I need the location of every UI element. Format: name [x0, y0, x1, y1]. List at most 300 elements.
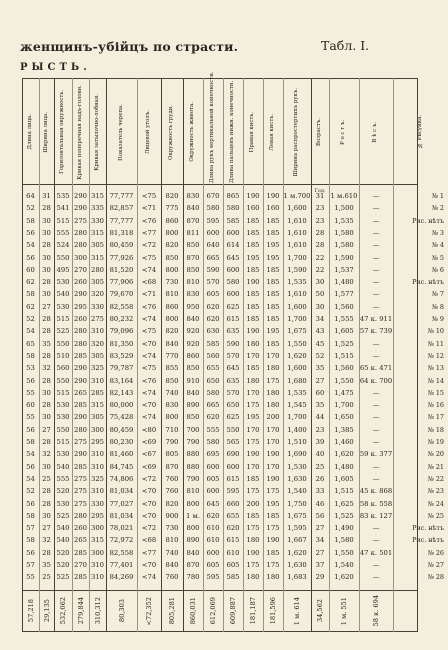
table-cell: 770	[165, 351, 179, 360]
total-value: 310,312	[93, 597, 102, 625]
table-cell: 580	[206, 438, 220, 446]
table-cell: 800	[186, 524, 200, 533]
table-cell: 1,700	[287, 413, 307, 422]
table-cell: 790	[186, 474, 200, 483]
table-cell: 1,525	[334, 339, 354, 348]
table-cell: 610	[206, 536, 220, 545]
table-cell: 84,269	[109, 573, 134, 582]
table-cell: 79,096	[109, 327, 134, 336]
table-cell: 270	[74, 265, 87, 274]
table-cell: —	[372, 302, 380, 311]
column-header-head_length	[22, 80, 39, 184]
table-cell: 81,318	[109, 228, 134, 237]
table-cell: 890	[186, 401, 200, 410]
table-cell: 520	[56, 548, 70, 557]
table-cell: 600	[206, 228, 220, 237]
total-cell	[263, 592, 283, 630]
table-cell: 590	[206, 265, 220, 274]
table-cell: 39	[315, 438, 325, 446]
table-cell: 1,530	[287, 462, 307, 471]
table-cell: 45	[315, 339, 325, 348]
table-cell: 1,537	[334, 265, 354, 274]
table-cell: 610	[226, 548, 240, 557]
table-cell: № 10	[427, 327, 444, 336]
table-cell: 280	[91, 265, 104, 274]
table-cell: 920	[186, 339, 200, 348]
table-cell: 515	[56, 388, 70, 397]
table-cell: 605	[206, 474, 220, 483]
table-cell: № 26	[427, 548, 444, 557]
total-cell	[137, 592, 161, 630]
table-cell: 32	[42, 536, 51, 545]
table-cell: 1,620	[287, 548, 307, 557]
table-cell: 56	[26, 253, 35, 262]
table-cell: 185	[266, 216, 280, 225]
table-cell: 300	[91, 524, 104, 533]
table-cell: 78,021	[109, 524, 134, 533]
table-cell: 83 к. 127	[359, 511, 393, 520]
table-cell: 300	[91, 425, 104, 434]
table-cell: 330	[91, 499, 104, 508]
table-cell: 760	[165, 573, 179, 582]
table-cell: № 27	[427, 561, 444, 569]
table-cell: 54	[26, 241, 35, 250]
table-cell: 45 к. 868	[359, 487, 393, 496]
table-cell: 59 к. 377	[359, 450, 393, 459]
table-cell: 700	[186, 425, 200, 434]
table-cell: 81,034	[109, 511, 134, 520]
table-cell: 47 к. 501	[359, 548, 393, 557]
table-cell: 175	[246, 438, 260, 446]
table-cell: 195	[246, 413, 260, 422]
table-cell: 82,558	[109, 548, 134, 557]
table-cell: 555	[56, 228, 70, 237]
table-cell: 55	[26, 413, 35, 422]
table-cell: 1,667	[287, 536, 307, 545]
table-cell: 1,610	[287, 228, 307, 237]
total-cell	[329, 592, 359, 630]
total-cell	[183, 592, 203, 630]
table-cell: 54	[26, 327, 35, 336]
table-cell: 28	[42, 499, 51, 508]
table-cell: 280	[74, 425, 87, 434]
table-cell: 305	[91, 351, 104, 360]
table-cell: 600	[226, 265, 240, 274]
total-value: 279,844	[76, 597, 85, 625]
total-cell	[161, 592, 183, 630]
table-cell: 605	[206, 561, 220, 569]
table-cell: 865	[226, 192, 240, 200]
total-value: 58 к. 694	[372, 595, 380, 627]
table-cell: 80,000	[109, 401, 134, 410]
table-cell: 160	[266, 204, 280, 213]
table-cell: 23	[315, 204, 325, 213]
column-header-weight	[359, 80, 393, 184]
table-cell: 58	[26, 438, 35, 446]
table-cell: 30	[315, 302, 325, 311]
table-cell: 82,143	[109, 388, 134, 397]
table-cell: 515	[56, 438, 70, 446]
total-value: 181,596	[269, 597, 277, 625]
table-cell: 170	[246, 425, 260, 434]
table-cell: 335	[91, 204, 104, 213]
table-cell: <74	[141, 351, 157, 360]
table-cell: 35	[42, 561, 51, 569]
table-cell: № 24	[427, 499, 444, 508]
table-cell: 614	[226, 241, 240, 250]
table-number: Табл. I.	[321, 38, 370, 53]
table-cell: 77,027	[109, 499, 134, 508]
table-cell: 275	[74, 474, 87, 483]
table-cell: —	[372, 388, 380, 397]
table-cell: 850	[186, 413, 200, 422]
table-subtitle: РЫСТЬ.	[20, 62, 91, 73]
table-cell: 29	[315, 573, 325, 582]
table-cell: 640	[206, 241, 220, 250]
table-cell: 185	[246, 241, 260, 250]
table-cell: № 8	[431, 302, 444, 311]
table-cell: <72	[141, 474, 157, 483]
table-cell: 1,605	[334, 327, 354, 336]
table-cell: 550	[56, 253, 70, 262]
column-header-label: Левая кисть.	[269, 113, 276, 151]
table-cell: 300	[74, 253, 87, 262]
table-cell: —	[372, 401, 380, 410]
table-cell: 28	[42, 204, 51, 213]
table-cell: 28	[42, 376, 51, 385]
age-unit-label: Год.	[314, 188, 326, 194]
table-cell: 840	[186, 388, 200, 397]
table-cell: 780	[186, 573, 200, 582]
table-cell: <74	[141, 413, 157, 422]
total-cell	[39, 592, 54, 630]
table-cell: 28	[315, 241, 325, 250]
table-cell: 775	[165, 204, 179, 213]
table-cell: № 28	[427, 573, 444, 582]
table-cell: № 5	[431, 253, 444, 262]
table-cell: 160	[246, 204, 260, 213]
table-cell: 65	[26, 339, 35, 348]
table-cell: 1,535	[334, 216, 354, 225]
table-cell: 290	[74, 290, 87, 299]
table-cell: 295	[91, 438, 104, 446]
table-cell: <77	[141, 548, 157, 557]
table-cell: 630	[206, 327, 220, 336]
table-cell: 820	[165, 327, 179, 336]
table-cell: 1,610	[287, 290, 307, 299]
table-cell: <74	[141, 573, 157, 582]
table-cell: <69	[141, 462, 157, 471]
table-cell: 1,600	[287, 364, 307, 373]
table-cell: 540	[56, 290, 70, 299]
table-cell: 650	[226, 401, 240, 410]
column-header-label: № Рисунка.	[416, 115, 423, 149]
table-cell: 79,670	[109, 290, 134, 299]
table-cell: № 4	[431, 241, 444, 250]
table-cell: 170	[246, 462, 260, 471]
table-cell: 25	[42, 474, 51, 483]
table-cell: 285	[74, 401, 87, 410]
table-cell: 275	[74, 216, 87, 225]
table-cell: 600	[206, 487, 220, 496]
table-cell: 1,690	[287, 450, 307, 459]
table-cell: 31	[315, 192, 325, 200]
total-value: 181,187	[249, 597, 257, 625]
table-cell: 330	[91, 216, 104, 225]
table-cell: 645	[226, 364, 240, 373]
table-cell: 310	[91, 327, 104, 336]
table-cell: 23	[315, 216, 325, 225]
table-cell: 60	[315, 388, 325, 397]
table-cell: 1,605	[334, 474, 354, 483]
table-cell: № 1	[431, 192, 444, 200]
table-cell: 260	[74, 524, 87, 533]
table-cell: 605	[226, 561, 240, 569]
table-cell: 180	[246, 376, 260, 385]
table-cell: 625	[226, 302, 240, 311]
table-cell: 740	[165, 388, 179, 397]
table-cell: 185	[246, 364, 260, 373]
table-cell: 175	[246, 561, 260, 569]
table-cell: 175	[266, 561, 280, 569]
table-cell: 541	[56, 204, 70, 213]
table-cell: 1,480	[334, 278, 354, 287]
table-cell: 840	[165, 561, 179, 569]
table-cell: 1,535	[287, 278, 307, 287]
table-cell: 285	[74, 573, 87, 582]
table-cell: <71	[141, 290, 157, 299]
table-cell: 58	[26, 351, 35, 360]
table-cell: —	[372, 536, 380, 545]
table-cell: <75	[141, 364, 157, 373]
table-cell: 290	[74, 364, 87, 373]
table-cell: 190	[246, 327, 260, 336]
table-cell: 170	[266, 438, 280, 446]
table-cell: 920	[186, 327, 200, 336]
table-cell: 690	[226, 450, 240, 459]
table-cell: —	[372, 192, 380, 200]
table-cell: —	[372, 438, 380, 446]
table-cell: 180	[266, 364, 280, 373]
table-cell: 56	[26, 462, 35, 471]
table-cell: 185	[266, 339, 280, 348]
table-cell: № 16	[427, 401, 444, 410]
table-cell: 1,595	[287, 524, 307, 533]
table-cell: 290	[74, 376, 87, 385]
table-cell: 28	[42, 548, 51, 557]
table-cell: 28	[42, 438, 51, 446]
table-cell: 170	[266, 462, 280, 471]
table-cell: 47 к. 911	[359, 315, 393, 323]
table-cell: 790	[165, 438, 179, 446]
column-header-curve_sag	[89, 80, 106, 184]
table-cell: 31	[42, 192, 51, 200]
table-cell: 1,600	[287, 204, 307, 213]
table-cell: 82,857	[109, 204, 134, 213]
column-header-label: Горизонтальная окружность.	[59, 90, 66, 174]
table-cell: 30	[42, 511, 51, 520]
table-cell: 1,515	[334, 351, 354, 360]
total-cell	[359, 592, 393, 630]
table-cell: 56	[26, 548, 35, 557]
table-cell: 530	[56, 302, 70, 311]
table-cell: 185	[266, 511, 280, 520]
table-cell: 595	[226, 487, 240, 496]
table-cell: 585	[226, 573, 240, 582]
table-cell: 520	[56, 561, 70, 569]
column-header-age	[311, 80, 329, 184]
table-cell: 185	[266, 302, 280, 311]
table-cell: 27	[42, 425, 51, 434]
table-cell: 22	[315, 253, 325, 262]
table-cell: 190	[266, 536, 280, 545]
table-cell: 185	[246, 302, 260, 311]
table-cell: 180	[266, 573, 280, 582]
total-value: 57,218	[26, 599, 35, 623]
table-cell: 295	[91, 511, 104, 520]
table-cell: 23	[315, 425, 325, 434]
table-cell: 1,683	[287, 573, 307, 582]
table-cell: 1,560	[334, 364, 354, 373]
table-cell: 310	[91, 462, 104, 471]
total-value: 1 м. 614	[293, 596, 301, 626]
table-cell: 695	[206, 450, 220, 459]
table-cell: 1,550	[334, 376, 354, 385]
table-cell: 74,806	[109, 474, 134, 483]
table-cell: —	[372, 278, 380, 287]
table-cell: 25	[42, 573, 51, 582]
table-cell: —	[372, 241, 380, 250]
total-value: 612,069	[209, 597, 217, 625]
table-cell: 595	[206, 216, 220, 225]
column-header-label: Лицевой уголъ.	[145, 109, 152, 155]
table-cell: 810	[186, 487, 200, 496]
table-cell: № 18	[427, 425, 444, 434]
table-cell: 580	[206, 388, 220, 397]
table-cell: 850	[186, 241, 200, 250]
table-cell: 185	[246, 265, 260, 274]
table-cell: 550	[226, 425, 240, 434]
table-cell: 1,630	[287, 561, 307, 569]
table-cell: 1,680	[287, 376, 307, 385]
table-cell: 285	[74, 351, 87, 360]
table-cell: <77	[141, 228, 157, 237]
column-header-head_width	[39, 80, 54, 184]
table-cell: 560	[56, 364, 70, 373]
table-cell: № 12	[427, 351, 444, 360]
table-cell: —	[372, 216, 380, 225]
table-cell: 515	[56, 216, 70, 225]
table-cell: 595	[206, 573, 220, 582]
table-cell: 27	[315, 548, 325, 557]
table-cell: 525	[56, 511, 70, 520]
table-cell: 850	[186, 364, 200, 373]
total-value: 805,281	[168, 597, 176, 625]
table-cell: 26	[315, 474, 325, 483]
table-cell: 800	[165, 265, 179, 274]
table-cell: 310	[91, 450, 104, 459]
table-cell: 275	[74, 438, 87, 446]
table-cell: 570	[206, 278, 220, 287]
table-cell: 840	[165, 339, 179, 348]
table-cell: <74	[141, 315, 157, 323]
table-cell: № 15	[427, 388, 444, 397]
table-cell: 840	[186, 548, 200, 557]
table-cell: 190	[266, 474, 280, 483]
column-header-label: Окружность живота.	[189, 102, 196, 162]
table-cell: 550	[56, 425, 70, 434]
table-cell: 600	[206, 462, 220, 471]
table-cell: № 2	[431, 204, 444, 213]
table-cell: 190	[266, 192, 280, 200]
table-cell: 1,540	[287, 487, 307, 496]
table-cell: 195	[246, 253, 260, 262]
column-header-right_hand	[243, 80, 263, 184]
table-cell: 600	[206, 548, 220, 557]
table-cell: 610	[206, 524, 220, 533]
total-value: 609,887	[229, 597, 237, 625]
table-cell: <70	[141, 487, 157, 496]
table-cell: 30	[42, 413, 51, 422]
table-cell: 535	[56, 192, 70, 200]
table-cell: —	[372, 425, 380, 434]
table-cell: № 3	[431, 228, 444, 237]
table-cell: <75	[141, 327, 157, 336]
table-cell: 1,535	[287, 388, 307, 397]
table-cell: 195	[266, 241, 280, 250]
table-cell: 510	[56, 351, 70, 360]
table-cell: 27	[315, 376, 325, 385]
table-cell: 58 к. 558	[359, 499, 393, 508]
table-cell: 645	[206, 499, 220, 508]
table-cell: 280	[74, 327, 87, 336]
table-cell: 77,777	[109, 216, 134, 225]
table-cell: 190	[246, 192, 260, 200]
table-cell: Рис. нѣтъ	[412, 216, 444, 225]
table-cell: 185	[246, 511, 260, 520]
table-cell: 280	[74, 228, 87, 237]
table-cell: 185	[266, 290, 280, 299]
table-cell: 730	[165, 278, 179, 287]
table-cell: 34	[315, 315, 325, 323]
table-cell: 81,034	[109, 487, 134, 496]
table-cell: 260	[74, 278, 87, 287]
table-cell: 195	[266, 253, 280, 262]
table-cell: 54	[26, 450, 35, 459]
column-header-label: Окружность груди.	[168, 104, 175, 160]
total-cell	[283, 592, 311, 630]
table-cell: 1,650	[334, 413, 354, 422]
table-cell: 590	[226, 339, 240, 348]
table-cell: —	[372, 474, 380, 483]
table-cell: —	[372, 339, 380, 348]
table-cell: 850	[165, 376, 179, 385]
table-cell: 1,620	[334, 573, 354, 582]
table-cell: 600	[226, 290, 240, 299]
table-cell: 950	[186, 302, 200, 311]
table-cell: 28	[42, 241, 51, 250]
column-header-label: Возрастъ.	[316, 118, 323, 146]
table-cell: 840	[186, 315, 200, 323]
table-cell: 175	[246, 487, 260, 496]
table-cell: <76	[141, 302, 157, 311]
table-cell: 1,610	[287, 241, 307, 250]
table-cell: —	[372, 265, 380, 274]
table-cell: 57	[26, 561, 35, 569]
table-cell: 185	[246, 216, 260, 225]
table-cell: 52	[315, 351, 325, 360]
table-cell: 1,555	[334, 315, 354, 323]
